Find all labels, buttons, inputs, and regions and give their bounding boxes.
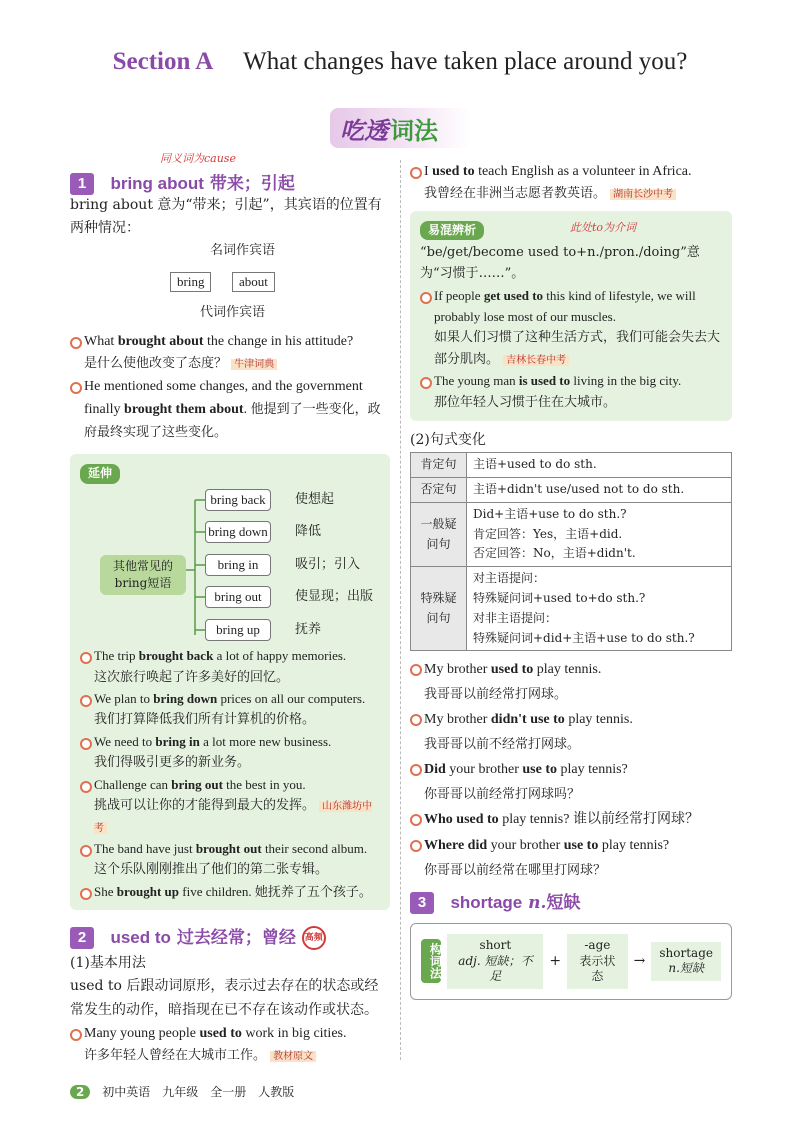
object-diagram	[70, 240, 390, 330]
s2-pattern-example-5: Where did your brother use to play tennis?	[410, 833, 732, 859]
page-footer	[70, 1083, 294, 1100]
extension-tag: 延伸	[80, 464, 120, 484]
ext-example-5-zh: 这个乐队刚刚推出了他们的第二张专辑。	[94, 862, 329, 878]
ext-example-2: We plan to bring down prices on all our computers.	[80, 688, 380, 709]
s2-pattern-example-1: My brother used to play tennis.	[410, 657, 732, 683]
section-number-3: 3	[410, 892, 434, 914]
diagram-bottom: 代词作宾语	[200, 305, 266, 321]
table-row: 一般疑问句 Did+主语+use to do sth.? 肯定回答：Yes，主语+did. 否定回答：No，主语+didn't.	[411, 502, 732, 566]
s2-pattern-example-1-zh: 我哥哥以前经常打网球。	[424, 687, 568, 703]
word-bring-about: bring about	[110, 174, 204, 193]
map-center: 其他常见的bring短语	[100, 555, 186, 595]
comparison-tag: 易混辨析	[420, 221, 484, 241]
left-column	[70, 152, 390, 1066]
banner-part1: 吃透	[340, 115, 388, 145]
cmp-example-1-zh: 如果人们习惯了这种生活方式，我们可能会失去大部分肌肉。 吉林长春中考	[434, 330, 721, 367]
page-title	[0, 48, 800, 76]
s1-example-1: What brought about the change in his attitude?	[70, 330, 390, 353]
ext-example-2-zh: 我们打算降低我们所有计算机的价格。	[94, 712, 316, 728]
section-number-2: 2	[70, 927, 94, 949]
section-3-heading: shortage n.短缺	[450, 893, 581, 914]
cmp-desc: “be/get/become used to+n./pron./doing”意为“习惯于……”。	[420, 244, 700, 282]
book-info: 初中英语 九年级 全一册 人教版	[102, 1085, 295, 1099]
banner-part2: 词法	[390, 115, 438, 145]
s2-sub2: (2)句式变化	[410, 432, 486, 449]
ext-example-1-zh: 这次旅行唤起了许多美好的回忆。	[94, 669, 290, 685]
s2-pattern-example-2-zh: 我哥哥以前不经常打网球。	[424, 737, 581, 753]
word-formation-tag: 构词法	[421, 939, 441, 983]
hand-note: 同义词为cause	[160, 152, 236, 165]
s2-sub1: (1)基本用法	[70, 955, 146, 972]
map-item-1: bring back	[205, 489, 271, 511]
section-2-heading-row	[70, 924, 390, 952]
formation-result: shortage n.短缺	[651, 942, 721, 981]
arrow-icon: →	[633, 952, 646, 969]
cmp-example-2: The young man is used to living in the big city.	[420, 370, 722, 391]
bring-phrase-map	[80, 485, 380, 645]
banner	[330, 108, 470, 148]
s2-example-1-zh: 许多年轻人曾经在大城市工作。 教材原文	[70, 1045, 390, 1066]
s2-pattern-example-4: Who used to play tennis? 谁以前经常打网球？	[410, 807, 732, 833]
ext-example-1: The trip brought back a lot of happy memories.	[80, 645, 380, 666]
s2-pattern-example-5-zh: 你哥哥以前经常在哪里打网球？	[424, 862, 607, 878]
cmp-hand-note: 此处to为介词	[570, 220, 637, 234]
extension-box	[70, 454, 390, 910]
map-item-4-zh: 使显现；出版	[295, 589, 374, 605]
s2-example-1: Many young people used to work in big cities.	[70, 1022, 390, 1045]
ext-example-6: She brought up five children. 她抚养了五个孩子。	[80, 881, 380, 902]
ext-example-4: Challenge can bring out the best in you.	[80, 774, 380, 795]
cmp-example-2-zh: 那位年轻人习惯于住在大城市。	[434, 394, 617, 410]
section-number-1: 1	[70, 173, 94, 195]
ext-example-5: The band have just brought out their second album.	[80, 838, 380, 859]
map-item-4: bring out	[205, 586, 271, 608]
ext-example-4-zh: 挑战可以让你的才能得到最大的发挥。 山东潍坊中考	[94, 798, 373, 834]
map-item-2: bring down	[205, 521, 271, 543]
table-row: 特殊疑问句 对主语提问： 特殊疑问词+used to+do sth.? 对非主语提问： 特殊疑问词+did+主语+use to do sth.?	[411, 567, 732, 651]
diagram-bring: bring	[170, 272, 211, 292]
word-meaning: 带来；引起	[209, 174, 295, 194]
formation-root: short adj. 短缺；不足	[447, 934, 543, 989]
table-row: 否定句 主语+didn't use/used not to do sth.	[411, 478, 732, 503]
section-label: Section A	[112, 48, 214, 75]
sentence-pattern-table	[410, 452, 732, 651]
map-item-3: bring in	[205, 554, 271, 576]
section-1-heading	[110, 174, 294, 194]
diagram-top: 名词作宾语	[210, 243, 276, 259]
s2-desc: used to 后跟动词原形，表示过去存在的状态或经常发生的动作，暗指现在已不存在该动作或状态。	[70, 978, 379, 1018]
cmp-example-1: If people get used to this kind of lifestyle, we will probably lose most of our muscles.	[420, 285, 722, 328]
s2-example-2: I used to teach English as a volunteer in Africa.	[410, 160, 732, 183]
s2-example-2-zh: 我曾经在非洲当志愿者教英语。 湖南长沙中考	[410, 183, 732, 204]
word-formation-box	[410, 923, 732, 1000]
formation-suffix: -age 表示状态	[567, 934, 628, 989]
page-number: 2	[70, 1085, 90, 1099]
diagram-about: about	[232, 272, 275, 292]
s1-example-2: He mentioned some changes, and the government finally brought them about. 他提到了一些变化，政府最终实现了这些变化。	[70, 375, 390, 444]
s1-example-1-zh: 是什么使他改变了态度？ 牛津词典	[70, 353, 390, 374]
s1-desc: bring about 意为“带来；引起”，其宾语的位置有两种情况：	[70, 197, 382, 237]
map-item-1-zh: 使想起	[295, 492, 335, 508]
map-item-3-zh: 吸引；引入	[295, 557, 361, 573]
map-item-5: bring up	[205, 619, 271, 641]
s2-pattern-example-3: Did your brother use to play tennis?	[410, 757, 732, 783]
section-question: What changes have taken place around you?	[243, 48, 688, 75]
map-item-2-zh: 降低	[295, 524, 322, 540]
ext-example-3-zh: 我们得吸引更多的新业务。	[94, 755, 251, 771]
right-column	[410, 160, 732, 1000]
map-item-5-zh: 抚养	[295, 622, 322, 638]
s2-pattern-example-2: My brother didn't use to play tennis.	[410, 707, 732, 733]
s2-pattern-example-3-zh: 你哥哥以前经常打网球吗？	[424, 787, 581, 803]
table-row: 肯定句 主语+used to do sth.	[411, 453, 732, 478]
ext-example-3: We need to bring in a lot more new business.	[80, 731, 380, 752]
high-frequency-stamp: 高频	[302, 926, 326, 950]
comparison-box	[410, 211, 732, 422]
section-2-heading: used to 过去经常；曾经	[110, 928, 296, 949]
plus-sign: +	[549, 952, 562, 969]
column-divider	[400, 160, 401, 1060]
section-3-heading-row	[410, 889, 732, 917]
map-branches	[80, 485, 210, 645]
